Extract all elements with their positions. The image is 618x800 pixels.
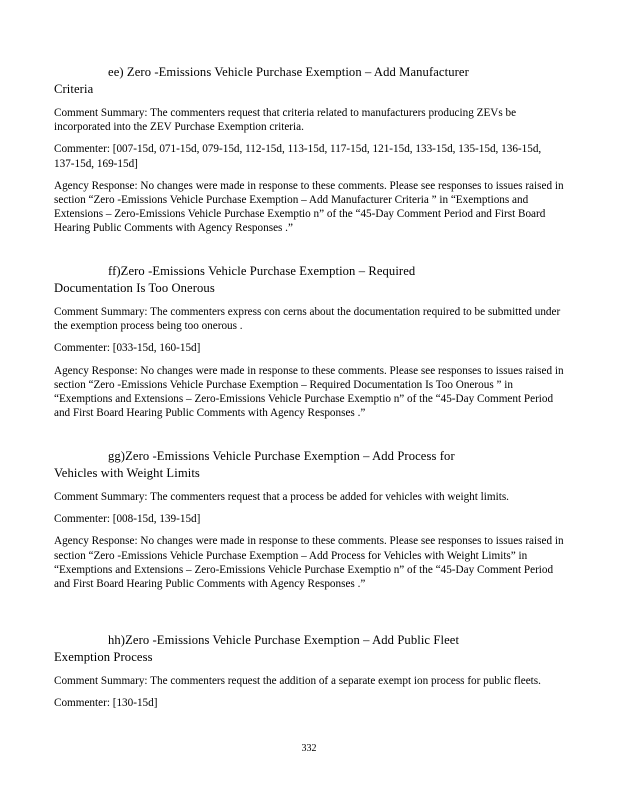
commenter [54, 696, 564, 710]
commenter [54, 142, 564, 170]
comment-summary [54, 305, 564, 333]
section-ff [54, 263, 564, 428]
commenter-label: Commenter: [54, 143, 110, 156]
agency-response [54, 179, 564, 236]
section-heading [54, 632, 564, 666]
comment-summary-label: Comment Summary: [54, 107, 148, 119]
heading-line-2: Criteria [54, 82, 94, 96]
commenter-list: [007-15d, 071-15d, 079-15d, 112-15d, 113-15d, 117-15d, 121-15d, 133-15d, 135-15d, 136-15d, 137-15d, 169-15d] [54, 143, 542, 170]
section-ee [54, 64, 564, 244]
comment-summary [54, 490, 564, 504]
heading-line-1: hh)Zero -Emissions Vehicle Purchase Exemption – Add Public Fleet [108, 633, 460, 647]
agency-response [54, 364, 564, 421]
agency-response-label: Agency Response: [54, 364, 138, 377]
section-heading [54, 263, 564, 297]
comment-summary-label: Comment Summary: [54, 491, 148, 503]
heading-line-1: gg)Zero -Emissions Vehicle Purchase Exemption – Add Process for [108, 449, 455, 463]
agency-response-label: Agency Response: [54, 179, 138, 192]
commenter-label: Commenter: [54, 513, 110, 526]
agency-response-text: No changes were made in response to these comments. Please see responses to issues raised in section “Zero -Emissions Vehicle Purchase Exemption – Add Manufacturer Criteria ” in “Exemptions and Extensions – Zero-Emissions Vehicle Purchase Exemptio n” of the “45-Day Comment Period and First Board Hearing Public Comments with Agency Responses .” [54, 179, 564, 235]
comment-summary [54, 106, 564, 134]
section-heading [54, 64, 564, 98]
comment-summary [54, 674, 564, 688]
page-number: 332 [301, 743, 317, 754]
comment-summary-label: Comment Summary: [54, 306, 148, 318]
heading-line-1: ff)Zero -Emissions Vehicle Purchase Exemption – Required [108, 264, 416, 278]
agency-response-label: Agency Response: [54, 535, 138, 548]
heading-line-2: Exemption Process [54, 650, 153, 664]
heading-line-2: Documentation Is Too Onerous [54, 281, 215, 295]
comment-summary-text: The commenters request that criteria related to manufacturers producing ZEVs be incorporated into the ZEV Purchase Exemption criteria. [54, 107, 517, 134]
comment-summary-text: The commenters request the addition of a separate exempt ion process for public fleets. [147, 675, 541, 687]
section-hh [54, 632, 564, 718]
commenter [54, 512, 564, 526]
heading-line-2: Vehicles with Weight Limits [54, 466, 200, 480]
agency-response [54, 534, 564, 591]
agency-response-text: No changes were made in response to these comments. Please see responses to issues raised in section “Zero -Emissions Vehicle Purchase Exemption – Required Documentation Is Too Onerous ” in “Exemptions and Extensions – Zero-Emissions Vehicle Purchase Exemptio n” of the “45-Day Comment Period and First Board Hearing Public Comments with Agency Responses .” [54, 364, 564, 420]
commenter [54, 341, 564, 355]
section-heading [54, 448, 564, 482]
comment-summary-text: The commenters request that a process be added for vehicles with weight limits. [147, 491, 509, 503]
heading-line-1: ee) Zero -Emissions Vehicle Purchase Exemption – Add Manufacturer [108, 65, 469, 79]
commenter-label: Commenter: [54, 342, 110, 355]
commenter-label: Commenter: [54, 697, 110, 710]
commenter-list: [008-15d, 139-15d] [109, 513, 201, 526]
comment-summary-label: Comment Summary: [54, 675, 148, 687]
section-gg [54, 448, 564, 599]
agency-response-text: No changes were made in response to these comments. Please see responses to issues raised in section “Zero -Emissions Vehicle Purchase Exemption – Add Process for Vehicles with Weight Limits” in “Exemptions and Extensions – Zero-Emissions Vehicle Purchase Exemptio n” of the “45-Day Comment Period and First Board Hearing Public Comments with Agency Responses .” [54, 535, 564, 591]
comment-summary-text: The commenters express con cerns about the documentation required to be submitted under the exemption process being too onerous . [54, 306, 561, 333]
commenter-list: [033-15d, 160-15d] [109, 342, 201, 355]
commenter-list: [130-15d] [109, 697, 158, 710]
